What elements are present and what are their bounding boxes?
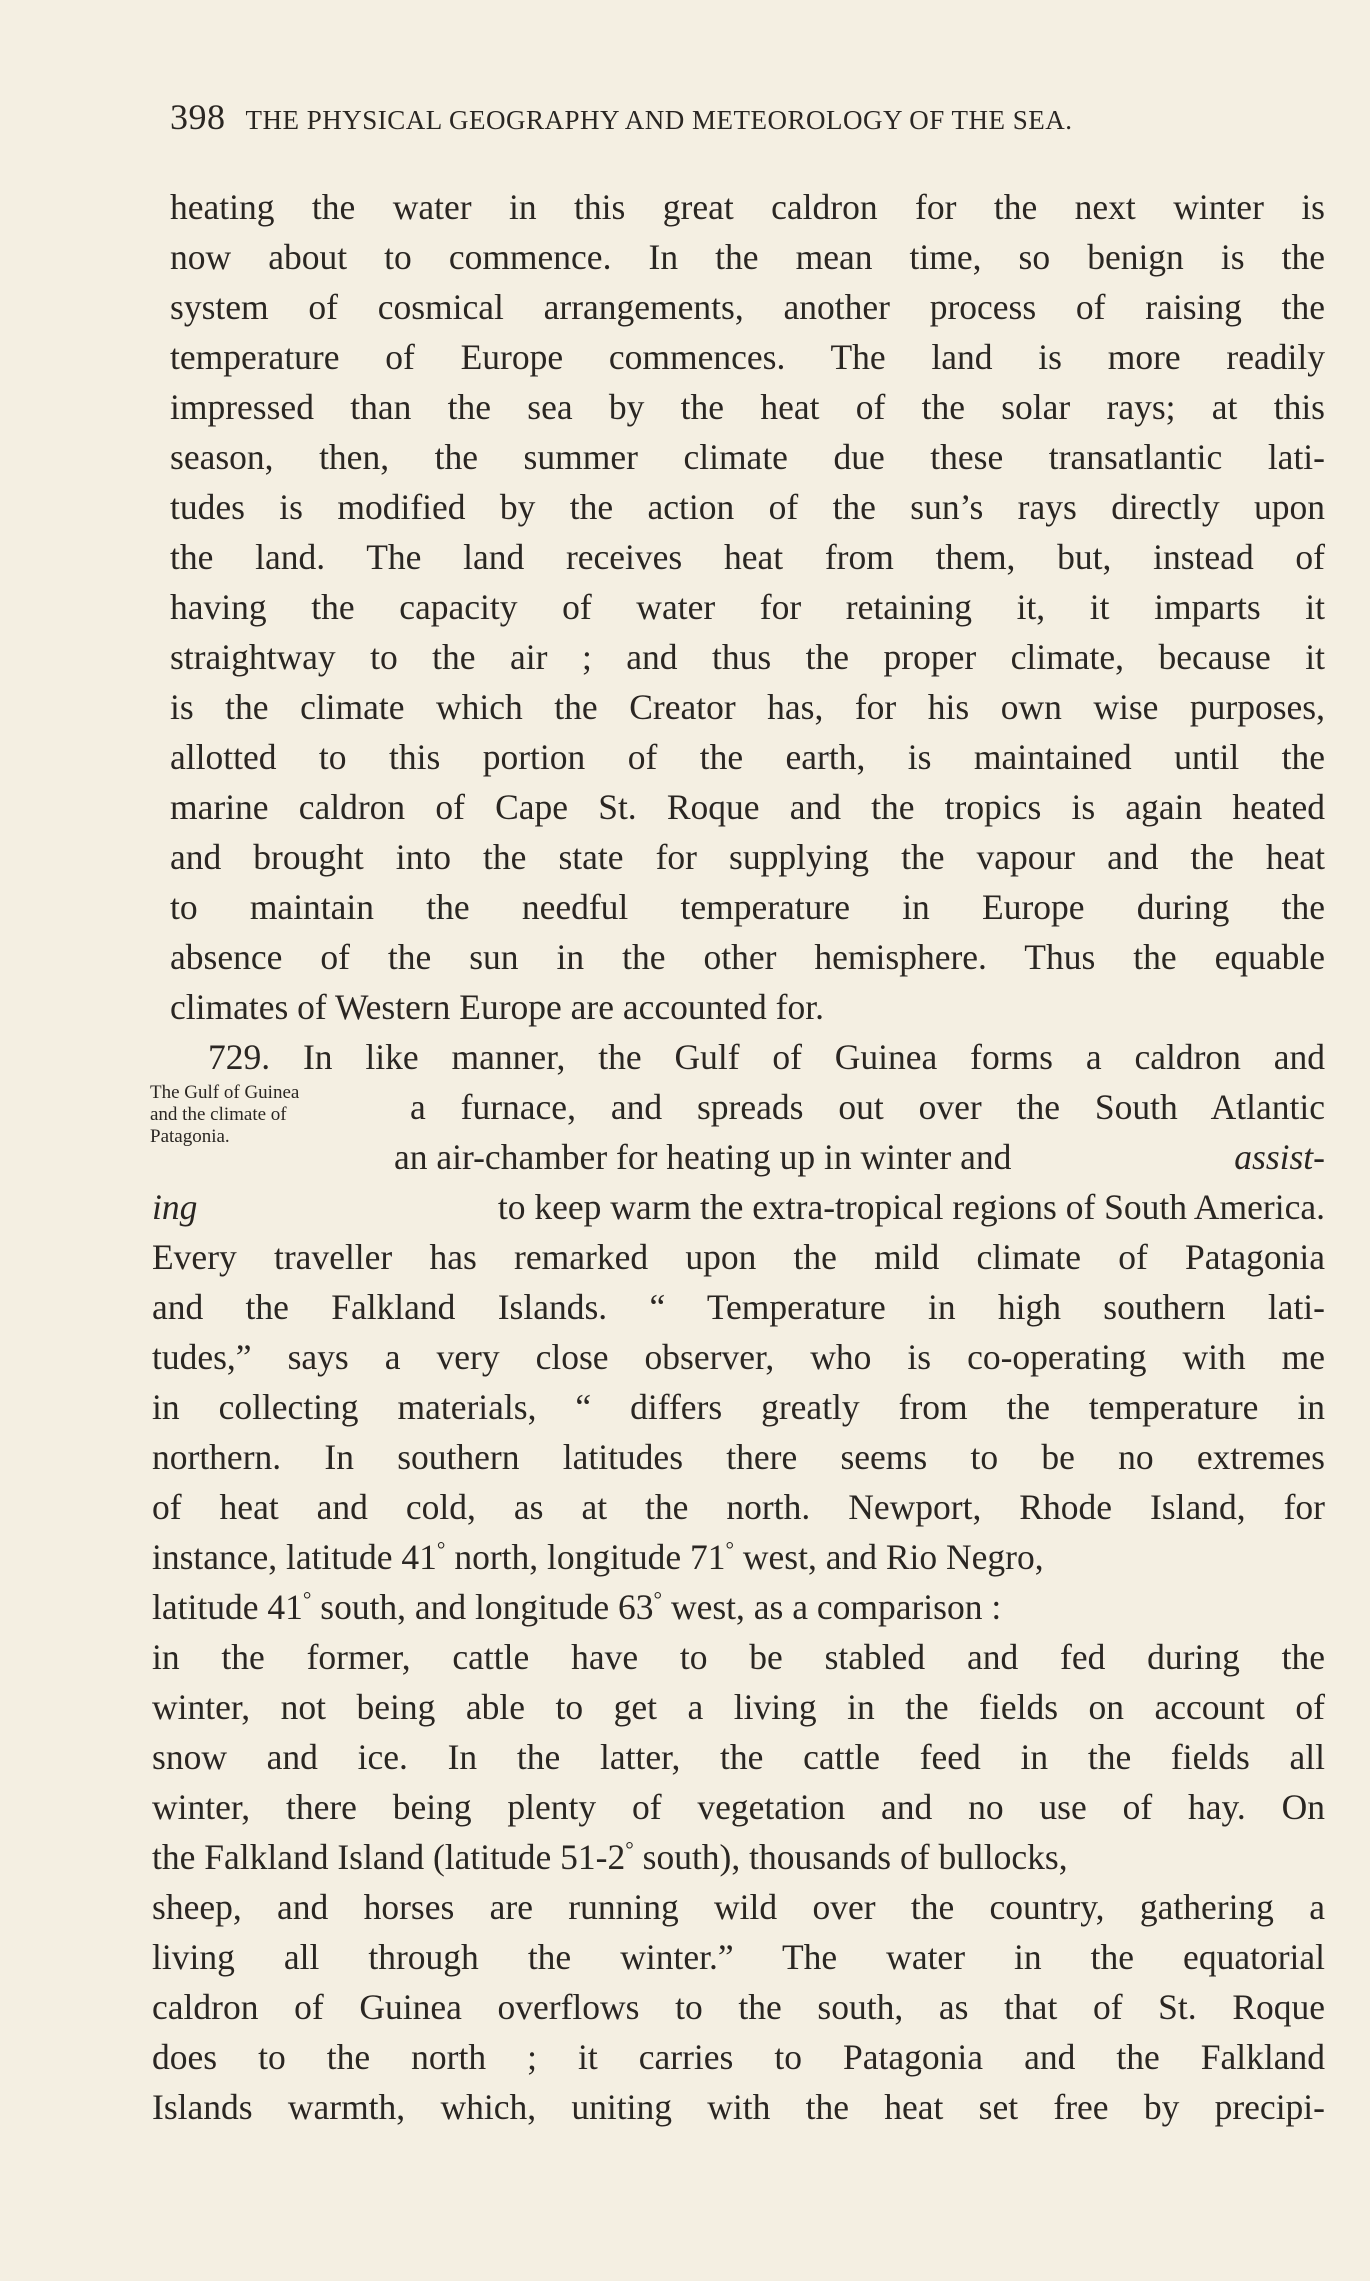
text-line: and brought into the state for supplying the vapour and the heat [170,837,1325,877]
text-line: the land. The land receives heat from them, but, instead of [170,537,1325,577]
text-line: straightway to the air ; and thus the proper climate, because it [170,637,1325,677]
text-line: having the capacity of water for retaining it, it imparts it [170,587,1325,627]
paragraph-start-line: 729. In like manner, the Gulf of Guinea forms a caldron and [208,1037,1325,1077]
text-line: Islands warmth, which, uniting with the heat set free by precipi- [152,2087,1325,2127]
degree-sign: ° [302,1587,312,1612]
text-line [152,1832,1068,1882]
text-line: allotted to this portion of the earth, is maintained until the [170,737,1325,777]
running-header [170,96,1073,138]
margin-note-line: The Gulf of Guinea [150,1082,300,1103]
text-line: system of cosmical arrangements, another process of raising the [170,287,1325,327]
text-line: absence of the sun in the other hemisphere. Thus the equable [170,937,1325,977]
text-line: caldron of Guinea overflows to the south, as that of St. Roque [152,1987,1325,2027]
text-fragment: south, and longitude 63 [311,1587,654,1627]
text-fragment: west, and Rio Negro, [734,1537,1044,1577]
text-fragment: instance, latitude 41 [152,1537,437,1577]
text-fragment: latitude 41 [152,1587,303,1627]
degree-sign: ° [653,1587,663,1612]
text-line [152,1532,1044,1582]
text-line: is the climate which the Creator has, for his own wise purposes, [170,687,1325,727]
page-number: 398 [170,97,226,137]
text-fragment: to keep warm the extra-tropical regions of South America. [497,1187,1325,1227]
text-line: does to the north ; it carries to Patagonia and the Falkland [152,2037,1325,2077]
text-line: climates of Western Europe are accounted for. [170,987,824,1027]
italic-word: assist- [1234,1137,1325,1177]
text-line [152,1582,1001,1632]
text-line: season, then, the summer climate due these transatlantic lati- [170,437,1325,477]
text-line: now about to commence. In the mean time, so benign is the [170,237,1325,277]
margin-note [150,1082,299,1148]
margin-note-line: Patagonia. [150,1126,230,1147]
text-fragment: south), thousands of bullocks, [633,1837,1068,1877]
text-line: and the Falkland Islands. “ Temperature in high southern lati- [152,1287,1325,1327]
degree-sign: ° [436,1537,446,1562]
running-title: THE PHYSICAL GEOGRAPHY AND METEOROLOGY OF THE SEA. [245,105,1073,135]
margin-note-line: and the climate of [150,1104,287,1125]
degree-sign: ° [625,1837,634,1862]
text-line: tudes is modified by the action of the sun’s rays directly upon [170,487,1325,527]
text-line: winter, there being plenty of vegetation and no use of hay. On [152,1787,1325,1827]
text-line: living all through the winter.” The water in the equatorial [152,1937,1325,1977]
text-line: to maintain the needful temperature in Europe during the [170,887,1325,927]
text-line: temperature of Europe commences. The land is more readily [170,337,1325,377]
degree-sign: ° [725,1537,734,1562]
text-line: northern. In southern latitudes there seems to be no extremes [152,1437,1325,1477]
text-line [394,1132,1325,1182]
text-fragment: west, as a comparison : [662,1587,1002,1627]
text-line: snow and ice. In the latter, the cattle feed in the fields all [152,1737,1325,1777]
text-fragment: the Falkland Island (latitude 51-2 [152,1837,626,1877]
text-line: in collecting materials, “ differs greatly from the temperature in [152,1387,1325,1427]
text-fragment: north, longitude 71 [445,1537,726,1577]
text-line: marine caldron of Cape St. Roque and the tropics is again heated [170,787,1325,827]
text-line: Every traveller has remarked upon the mild climate of Patagonia [152,1237,1325,1277]
italic-word: ing [152,1187,198,1227]
text-line: in the former, cattle have to be stabled and fed during the [152,1637,1325,1677]
text-line [152,1182,1325,1232]
text-line: tudes,” says a very close observer, who is co-operating with me [152,1337,1325,1377]
text-line: winter, not being able to get a living in the fields on account of [152,1687,1325,1727]
text-fragment: an air-chamber for heating up in winter and [394,1137,1012,1177]
text-line: of heat and cold, as at the north. Newport, Rhode Island, for [152,1487,1325,1527]
text-line: impressed than the sea by the heat of the solar rays; at this [170,387,1325,427]
text-line: sheep, and horses are running wild over the country, gathering a [152,1887,1325,1927]
text-line: heating the water in this great caldron for the next winter is [170,187,1325,227]
text-line: a furnace, and spreads out over the South Atlantic [410,1087,1325,1127]
